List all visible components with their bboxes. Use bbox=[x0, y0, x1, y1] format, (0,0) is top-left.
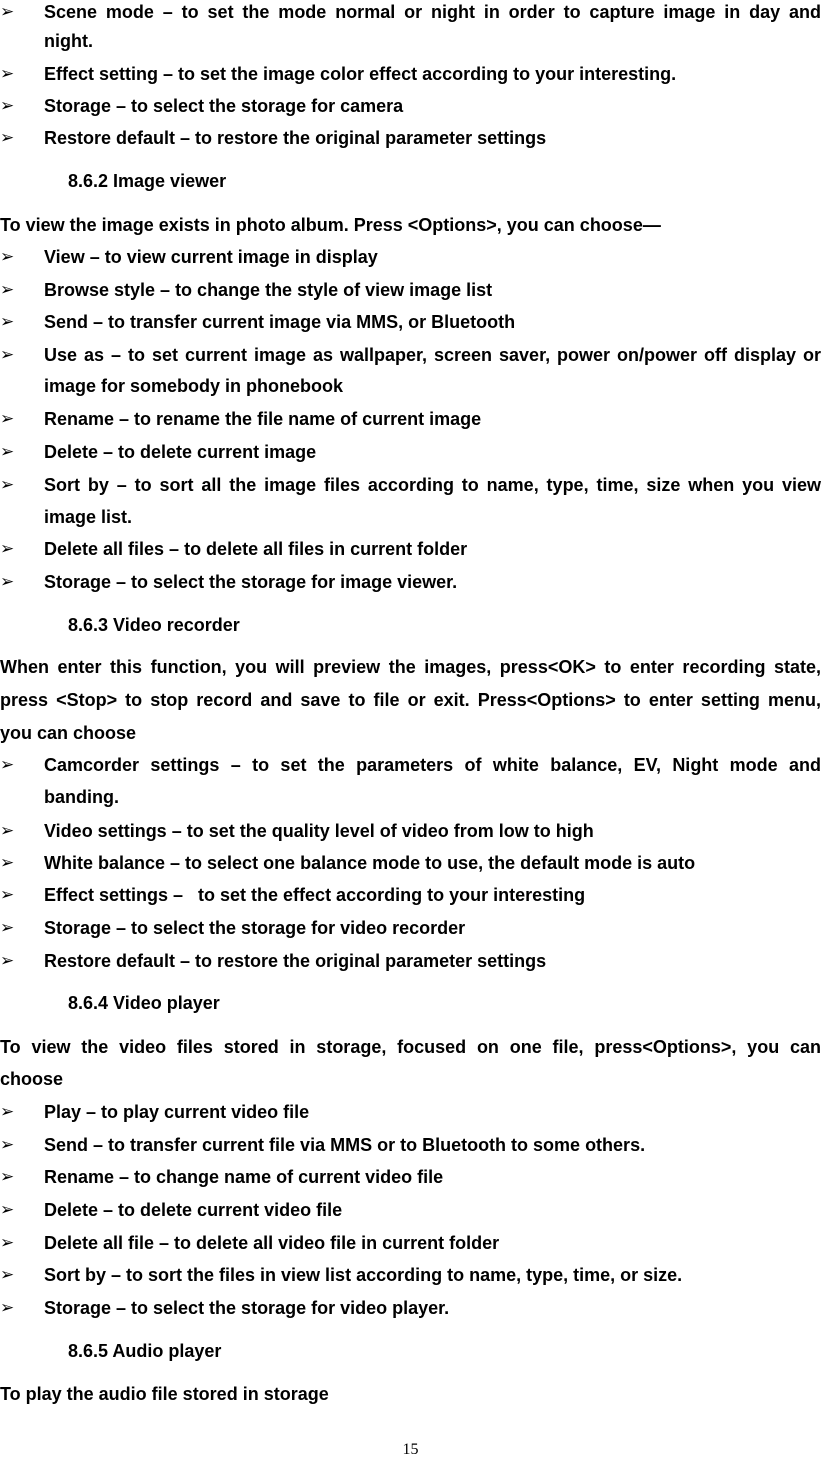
list-item-text: Browse style – to change the style of view image list bbox=[44, 280, 493, 300]
arrow-bullet-icon: ➢ bbox=[0, 247, 15, 267]
list-item-text: Delete – to delete current video file bbox=[44, 1200, 343, 1220]
list-item-continuation: image for somebody in phonebook bbox=[44, 376, 344, 396]
list-item-text: Effect setting – to set the image color effect according to your interesting. bbox=[44, 64, 677, 84]
list-item-text: Rename – to change name of current video file bbox=[44, 1167, 444, 1187]
arrow-bullet-icon: ➢ bbox=[0, 755, 15, 775]
paragraph: To view the image exists in photo album. Press <Options>, you can choose— bbox=[0, 215, 661, 235]
list-item-text: Delete – to delete current image bbox=[44, 442, 317, 462]
arrow-bullet-icon: ➢ bbox=[0, 821, 15, 841]
list-item-text: Restore default – to restore the original parameter settings bbox=[44, 128, 547, 148]
arrow-bullet-icon: ➢ bbox=[0, 951, 15, 971]
list-item-continuation: banding. bbox=[44, 787, 119, 807]
list-item-text: Scene mode – to set the mode normal or night in order to capture image in day and bbox=[44, 2, 821, 22]
list-item-text: Send – to transfer current image via MMS, or Bluetooth bbox=[44, 312, 516, 332]
arrow-bullet-icon: ➢ bbox=[0, 885, 15, 905]
list-item-text: Play – to play current video file bbox=[44, 1102, 310, 1122]
paragraph: you can choose bbox=[0, 723, 137, 743]
arrow-bullet-icon: ➢ bbox=[0, 853, 15, 873]
list-item-continuation: image list. bbox=[44, 507, 133, 527]
list-item-text: Effect settings – to set the effect according to your interesting bbox=[44, 885, 586, 905]
arrow-bullet-icon: ➢ bbox=[0, 280, 15, 300]
paragraph: choose bbox=[0, 1069, 64, 1089]
list-item-text: Storage – to select the storage for video recorder bbox=[44, 918, 466, 938]
list-item-text: View – to view current image in display bbox=[44, 247, 378, 267]
arrow-bullet-icon: ➢ bbox=[0, 312, 15, 332]
arrow-bullet-icon: ➢ bbox=[0, 1102, 15, 1122]
list-item-text: Video settings – to set the quality level of video from low to high bbox=[44, 821, 594, 841]
list-item-text: Restore default – to restore the original parameter settings bbox=[44, 951, 547, 971]
section-heading-video-recorder: 8.6.3 Video recorder bbox=[68, 615, 240, 635]
arrow-bullet-icon: ➢ bbox=[0, 128, 15, 148]
paragraph: To view the video files stored in storage, focused on one file, press<Options>, you can bbox=[0, 1037, 821, 1057]
section-heading-audio-player: 8.6.5 Audio player bbox=[68, 1341, 222, 1361]
arrow-bullet-icon: ➢ bbox=[0, 1233, 15, 1253]
list-item-text: Sort by – to sort the files in view list according to name, type, time, or size. bbox=[44, 1265, 683, 1285]
arrow-bullet-icon: ➢ bbox=[0, 572, 15, 592]
list-item-text: Rename – to rename the file name of current image bbox=[44, 409, 482, 429]
section-heading-image-viewer: 8.6.2 Image viewer bbox=[68, 171, 227, 191]
list-item-continuation: night. bbox=[44, 31, 93, 51]
arrow-bullet-icon: ➢ bbox=[0, 918, 15, 938]
arrow-bullet-icon: ➢ bbox=[0, 442, 15, 462]
arrow-bullet-icon: ➢ bbox=[0, 475, 15, 495]
arrow-bullet-icon: ➢ bbox=[0, 96, 15, 116]
arrow-bullet-icon: ➢ bbox=[0, 1200, 15, 1220]
arrow-bullet-icon: ➢ bbox=[0, 2, 15, 22]
paragraph: When enter this function, you will preview the images, press<OK> to enter recording state, bbox=[0, 657, 821, 677]
list-item-text: Delete all files – to delete all files in current folder bbox=[44, 539, 468, 559]
list-item-text: Storage – to select the storage for video player. bbox=[44, 1298, 450, 1318]
list-item-text: Sort by – to sort all the image files according to name, type, time, size when you view bbox=[44, 475, 821, 495]
page-number: 15 bbox=[402, 1441, 419, 1458]
list-item-text: Use as – to set current image as wallpaper, screen saver, power on/power off display or bbox=[44, 345, 821, 365]
arrow-bullet-icon: ➢ bbox=[0, 1298, 15, 1318]
paragraph: To play the audio file stored in storage bbox=[0, 1384, 329, 1404]
arrow-bullet-icon: ➢ bbox=[0, 345, 15, 365]
list-item-text: Storage – to select the storage for camera bbox=[44, 96, 404, 116]
list-item-text: Delete all file – to delete all video file in current folder bbox=[44, 1233, 500, 1253]
list-item-text: Storage – to select the storage for image viewer. bbox=[44, 572, 458, 592]
arrow-bullet-icon: ➢ bbox=[0, 1135, 15, 1155]
list-item-text: Camcorder settings – to set the parameters of white balance, EV, Night mode and bbox=[44, 755, 821, 775]
arrow-bullet-icon: ➢ bbox=[0, 409, 15, 429]
arrow-bullet-icon: ➢ bbox=[0, 1265, 15, 1285]
list-item-text: Send – to transfer current file via MMS or to Bluetooth to some others. bbox=[44, 1135, 646, 1155]
arrow-bullet-icon: ➢ bbox=[0, 1167, 15, 1187]
paragraph: press <Stop> to stop record and save to file or exit. Press<Options> to enter setting menu, bbox=[0, 690, 821, 710]
list-item-text: White balance – to select one balance mode to use, the default mode is auto bbox=[44, 853, 696, 873]
arrow-bullet-icon: ➢ bbox=[0, 64, 15, 84]
section-heading-video-player: 8.6.4 Video player bbox=[68, 993, 220, 1013]
arrow-bullet-icon: ➢ bbox=[0, 539, 15, 559]
